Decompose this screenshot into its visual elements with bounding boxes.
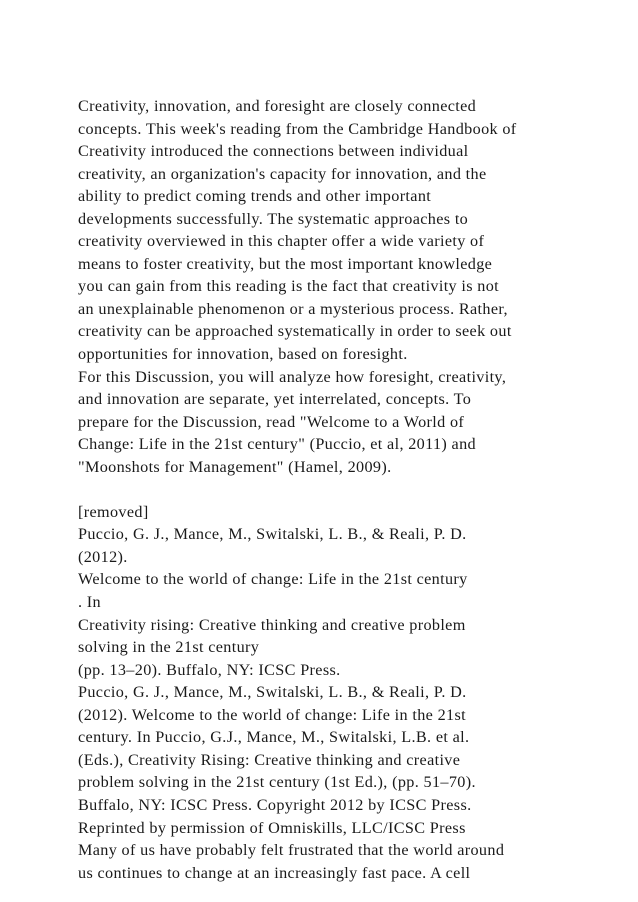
text-line: creativity overviewed in this chapter offer a wide variety of xyxy=(78,232,485,251)
text-line: us continues to change at an increasingly fast pace. A cell xyxy=(78,863,471,882)
text-line: you can gain from this reading is the fact that creativity is not xyxy=(78,277,500,296)
text-line: opportunities for innovation, based on foresight. xyxy=(78,345,408,364)
text-line: Creativity introduced the connections between individual xyxy=(78,142,469,161)
text-line: Puccio, G. J., Mance, M., Switalski, L. B., & Reali, P. D. xyxy=(78,683,467,702)
text-line: (2012). xyxy=(78,547,128,566)
text-line: Creativity, innovation, and foresight are closely connected xyxy=(78,97,477,115)
text-line: Puccio, G. J., Mance, M., Switalski, L. B., & Reali, P. D. xyxy=(78,525,467,544)
text-line: an unexplainable phenomenon or a mysterious process. Rather, xyxy=(78,299,508,318)
text-line: ability to predict coming trends and other important xyxy=(78,187,432,206)
text-line: and innovation are separate, yet interrelated, concepts. To xyxy=(78,390,472,409)
text-line: Change: Life in the 21st century" (Puccio, et al, 2011) and xyxy=(78,435,476,454)
text-line: (Eds.), Creativity Rising: Creative thinking and creative xyxy=(78,750,461,769)
text-line: creativity can be approached systematically in order to seek out xyxy=(78,322,512,341)
text-line: . In xyxy=(78,593,101,612)
text-line: solving in the 21st century xyxy=(78,638,260,657)
text-line: Many of us have probably felt frustrated that the world around xyxy=(78,841,505,860)
text-line: (2012). Welcome to the world of change: Life in the 21st xyxy=(78,705,466,724)
text-line: "Moonshots for Management" (Hamel, 2009). xyxy=(78,457,392,476)
text-line: problem solving in the 21st century (1st Ed.), (pp. 51–70). xyxy=(78,773,476,792)
text-line: For this Discussion, you will analyze how foresight, creativity, xyxy=(78,367,507,386)
document-body xyxy=(78,95,578,884)
text-line: concepts. This week's reading from the Cambridge Handbook of xyxy=(78,119,517,138)
text-line: Buffalo, NY: ICSC Press. Copyright 2012 by ICSC Press. xyxy=(78,795,472,814)
text-line: creativity, an organization's capacity for innovation, and the xyxy=(78,164,487,183)
text-line: century. In Puccio, G.J., Mance, M., Switalski, L.B. et al. xyxy=(78,728,470,747)
text-line: [removed] xyxy=(78,502,149,521)
text-line: developments successfully. The systematic approaches to xyxy=(78,209,469,228)
blank-line xyxy=(78,478,578,501)
text-line: means to foster creativity, but the most important knowledge xyxy=(78,254,493,273)
text-line: Reprinted by permission of Omniskills, LLC/ICSC Press xyxy=(78,818,466,837)
text-line: Creativity rising: Creative thinking and creative problem xyxy=(78,615,466,634)
text-line: (pp. 13–20). Buffalo, NY: ICSC Press. xyxy=(78,660,341,679)
text-line: prepare for the Discussion, read "Welcome to a World of xyxy=(78,412,465,431)
text-line: Welcome to the world of change: Life in the 21st century xyxy=(78,570,468,589)
